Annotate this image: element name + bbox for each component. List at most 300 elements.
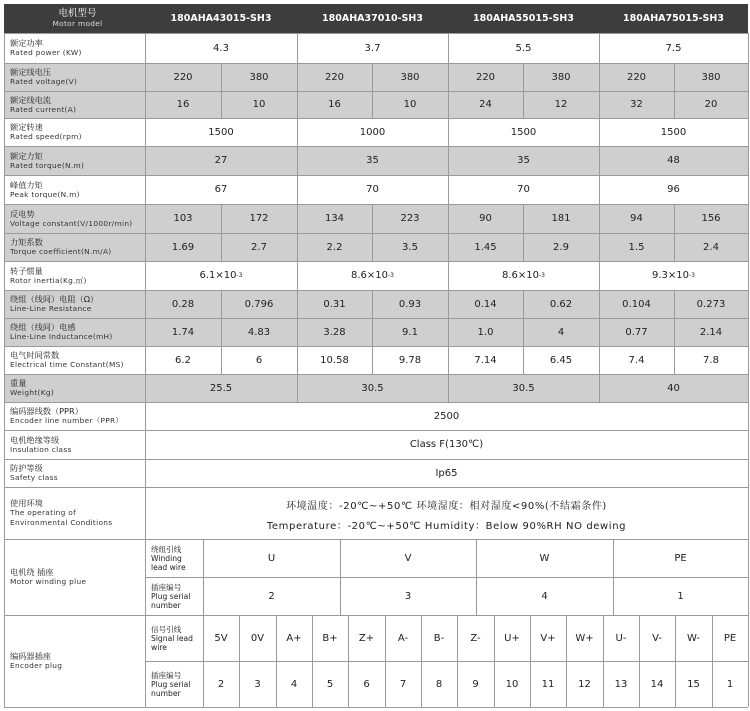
environment-label-cn: 使用环境: [10, 498, 43, 508]
grid-line: [599, 318, 600, 346]
grid-line: [145, 402, 146, 430]
spec-value: 2.2: [297, 233, 372, 261]
grid-line: [297, 175, 298, 204]
grid-line: [297, 318, 298, 346]
spec-value: 16: [297, 91, 372, 118]
signal-label-en: Signal lead: [151, 633, 193, 643]
spec-value: 90: [448, 204, 523, 233]
winding-wire: V: [404, 552, 412, 564]
spec-label-cn: 转子惯量: [10, 265, 43, 276]
grid-line: [523, 204, 524, 233]
grid-line: [523, 318, 524, 346]
grid-line: [4, 346, 748, 347]
encoder-signal: V+: [540, 632, 556, 644]
spec-label: [4, 459, 145, 487]
encoder-plug-number: 11: [541, 678, 555, 690]
grid-line: [523, 63, 524, 91]
spec-value-text: 8.6×10: [502, 270, 540, 281]
spec-value: [448, 146, 599, 175]
spec-value-text: 48: [667, 155, 680, 166]
spec-value: 0.104: [599, 290, 674, 318]
spec-value-text: 70: [366, 184, 379, 195]
header-label-cn: 电机型号: [58, 7, 97, 19]
winding-label: [4, 539, 145, 615]
grid-line: [145, 261, 146, 290]
spec-value: [297, 175, 448, 204]
spec-value-text: 1500: [208, 126, 234, 138]
grid-line: [340, 539, 341, 615]
spec-value: Ip65: [435, 467, 458, 479]
plug-label-cn: 插座编号: [151, 670, 182, 680]
spec-value-text: 1000: [359, 126, 386, 138]
spec-value-text: 40: [667, 382, 680, 394]
grid-line: [297, 290, 298, 318]
grid-line: [599, 91, 600, 118]
spec-label-en: Line-Line Inductance(mH): [10, 332, 113, 341]
spec-value: 0.93: [372, 290, 448, 318]
grid-line: [372, 346, 373, 374]
spec-label: [4, 33, 145, 63]
spec-label-en: Voltage constant(V/1000r/min): [10, 218, 133, 228]
spec-value: 24: [448, 91, 523, 118]
spec-value: [599, 33, 748, 63]
spec-value-text: 5.5: [515, 42, 532, 54]
spec-label-en: Electrical time Constant(MS): [10, 360, 124, 369]
spec-label-en: Rated current(A): [10, 104, 77, 114]
spec-value: [145, 261, 297, 290]
spec-label-cn: 绕组（线间）电感: [10, 322, 76, 332]
spec-label-cn: 重量: [10, 378, 27, 388]
spec-value-text: 70: [517, 184, 530, 195]
spec-label: [4, 261, 145, 290]
grid-line: [239, 615, 240, 707]
spec-value: Class F(130℃): [409, 439, 484, 450]
spec-value: 16: [145, 91, 221, 118]
spec-value: 0.14: [448, 290, 523, 318]
spec-value: [297, 118, 448, 146]
grid-line: [674, 346, 675, 374]
grid-line: [4, 318, 748, 319]
spec-value: 1.5: [599, 233, 674, 261]
spec-value-text: 1500: [510, 126, 537, 138]
winding-plug-number: 3: [404, 590, 412, 602]
grid-line: [145, 430, 146, 459]
spec-label-en: Weight(Kg): [10, 388, 55, 397]
grid-line: [448, 146, 449, 175]
spec-value: [448, 175, 599, 204]
spec-label: [4, 346, 145, 374]
grid-line: [297, 33, 298, 63]
grid-line: [748, 33, 749, 707]
spec-label-en: Rated voltage(V): [10, 77, 78, 86]
encoder-plug-number: 4: [290, 678, 298, 690]
winding-plug-number: 1: [677, 590, 684, 602]
encoder-plug-number: 14: [650, 678, 664, 690]
grid-line: [145, 118, 146, 146]
spec-value: [145, 118, 297, 146]
grid-line: [221, 290, 222, 318]
spec-value: 220: [448, 63, 523, 91]
grid-line: [372, 63, 373, 91]
encoder-signal: B-: [433, 632, 445, 644]
spec-value-text: 9.3×10: [652, 270, 690, 281]
spec-value: [599, 374, 748, 402]
spec-value: 2.14: [674, 318, 748, 346]
spec-value: [599, 146, 748, 175]
spec-label: [4, 430, 145, 459]
spec-label-en: Rated speed(rpm): [10, 132, 82, 141]
grid-line: [599, 261, 600, 290]
winding-plug-number: 4: [541, 590, 548, 602]
winding-plug-label: [145, 577, 203, 615]
grid-line: [639, 615, 640, 707]
spec-label-cn: 反电势: [10, 208, 35, 219]
model-name: 180AHA55015-SH3: [448, 4, 599, 33]
grid-line: [448, 175, 449, 204]
grid-line: [599, 346, 600, 374]
grid-line: [599, 146, 600, 175]
spec-label: [4, 233, 145, 261]
spec-label-en: Insulation class: [10, 444, 72, 454]
grid-line: [448, 233, 449, 261]
spec-label-cn: 力矩系数: [10, 237, 43, 247]
grid-line: [448, 290, 449, 318]
spec-value: 20: [674, 91, 748, 118]
spec-value: [599, 261, 748, 290]
grid-line: [599, 374, 600, 402]
grid-line: [372, 204, 373, 233]
spec-value: 6.45: [549, 354, 573, 366]
encoder-plug-number: 15: [687, 678, 700, 690]
model-name: 180AHA37010-SH3: [297, 4, 448, 33]
grid-line: [348, 615, 349, 707]
encoder-signal: 5V: [214, 632, 228, 644]
spec-label: [4, 91, 145, 118]
winding-wire: W: [539, 552, 550, 564]
spec-value: 7.4: [628, 354, 645, 366]
grid-line: [523, 233, 524, 261]
grid-line: [145, 290, 146, 318]
spec-value-text: 4.3: [213, 42, 229, 54]
encoder-signal: W-: [686, 632, 701, 644]
grid-line: [145, 346, 146, 374]
spec-value: [145, 146, 297, 175]
grid-line: [448, 91, 449, 118]
grid-line: [613, 539, 614, 615]
environment-line-en: Temperature：-20℃~+50℃ Humidity：Below 90%RH NO dewing: [266, 520, 627, 532]
grid-line: [372, 91, 373, 118]
grid-line: [221, 233, 222, 261]
exponent: -3: [539, 272, 545, 279]
grid-line: [297, 204, 298, 233]
encoder-plug-number: 2: [217, 678, 225, 690]
spec-value: 32: [599, 91, 674, 118]
spec-value: 3.5: [372, 233, 448, 261]
grid-line: [603, 615, 604, 707]
winding-plug-number: 2: [268, 590, 275, 602]
spec-label-cn: 额定力矩: [10, 150, 43, 161]
spec-value-text: 3.7: [364, 42, 381, 54]
winding-wire: PE: [674, 552, 687, 564]
spec-value: 380: [221, 63, 297, 91]
spec-label-cn: 绕组（线间）电阻（Ω）: [10, 294, 99, 304]
encoder-signal: 0V: [250, 632, 265, 644]
spec-value: 6: [255, 354, 263, 366]
encoder-plug-number: 7: [399, 678, 407, 690]
spec-value: [297, 374, 448, 402]
encoder-signal: A-: [397, 632, 409, 644]
grid-line: [4, 118, 748, 119]
encoder-signal: V-: [652, 632, 662, 644]
spec-value: [448, 118, 599, 146]
grid-line: [297, 346, 298, 374]
spec-label-cn: 峰值力矩: [10, 179, 43, 190]
spec-value: 2.4: [674, 233, 748, 261]
spec-value: 10.58: [320, 354, 349, 366]
grid-line: [145, 459, 146, 487]
spec-value-text: 6.1×10: [199, 270, 237, 281]
grid-line: [4, 430, 748, 431]
spec-value: 380: [523, 63, 599, 91]
spec-value: 0.31: [297, 290, 372, 318]
spec-value: 7.14: [474, 354, 497, 366]
plug-label-cn: 插座编号: [151, 582, 182, 592]
spec-label-en: Rated torque(N.m): [10, 160, 85, 170]
wire-label-en: lead wire: [151, 562, 186, 572]
grid-line: [145, 233, 146, 261]
grid-line: [221, 91, 222, 118]
grid-line: [566, 615, 567, 707]
grid-line: [385, 615, 386, 707]
encoder-label: [4, 615, 145, 707]
spec-value-text: 67: [214, 184, 228, 195]
grid-line: [297, 91, 298, 118]
spec-value: [599, 118, 748, 146]
model-name: 180AHA75015-SH3: [599, 4, 748, 33]
spec-value: [297, 261, 448, 290]
spec-value: 10: [221, 91, 297, 118]
spec-label: [4, 175, 145, 204]
spec-value: 2500: [433, 410, 460, 422]
winding-label-cn: 电机绕 插座: [10, 567, 54, 577]
spec-value: 134: [297, 204, 372, 233]
grid-line: [599, 33, 600, 63]
encoder-signal: U+: [504, 632, 520, 644]
spec-value: [145, 33, 297, 63]
winding-label-en: Motor winding plue: [10, 577, 87, 586]
grid-line: [145, 318, 146, 346]
spec-label: [4, 318, 145, 346]
spec-value: 0.62: [523, 290, 599, 318]
grid-line: [312, 615, 313, 707]
spec-value: 0.28: [145, 290, 221, 318]
grid-line: [276, 615, 277, 707]
grid-line: [530, 615, 531, 707]
grid-line: [4, 290, 748, 291]
winding-wire: U: [267, 552, 276, 564]
spec-label-cn: 电机绝缘等级: [10, 434, 60, 445]
grid-line: [448, 374, 449, 402]
grid-line: [145, 91, 146, 118]
encoder-signal: Z-: [470, 632, 481, 644]
grid-line: [4, 63, 748, 64]
grid-line: [4, 261, 748, 262]
grid-line: [599, 233, 600, 261]
grid-line: [4, 33, 5, 707]
plug-label-en: number: [151, 600, 181, 610]
encoder-signal: A+: [286, 632, 302, 644]
spec-label-en: Encoder line number（PPR）: [10, 416, 124, 425]
grid-line: [421, 615, 422, 707]
spec-value: [448, 261, 599, 290]
spec-value: 4.83: [221, 318, 297, 346]
spec-label: [4, 374, 145, 402]
environment-line-cn: 环境温度：-20℃~+50℃ 环境湿度：相对湿度<90%(不结霜条件): [286, 500, 607, 512]
grid-line: [297, 374, 298, 402]
spec-label: [4, 118, 145, 146]
spec-label-en: Peak torque(N.m): [10, 189, 80, 199]
header-label: [4, 4, 145, 33]
grid-line: [372, 290, 373, 318]
signal-label-en: wire: [151, 642, 167, 652]
grid-line: [297, 118, 298, 146]
grid-line: [4, 402, 748, 403]
grid-line: [448, 33, 449, 63]
encoder-plug-label: [145, 661, 203, 707]
grid-line: [448, 346, 449, 374]
spec-value: 0.796: [221, 290, 297, 318]
grid-line: [674, 233, 675, 261]
grid-line: [523, 290, 524, 318]
spec-value: 1.0: [448, 318, 523, 346]
grid-line: [4, 233, 748, 234]
encoder-plug-number: 6: [363, 678, 370, 690]
grid-line: [372, 318, 373, 346]
header-label-en: Motor model: [52, 18, 103, 28]
grid-line: [674, 204, 675, 233]
spec-value: 172: [221, 204, 297, 233]
spec-value: 6.2: [175, 354, 191, 366]
grid-line: [448, 261, 449, 290]
grid-line: [221, 318, 222, 346]
plug-label-en: Plug serial: [151, 591, 191, 601]
spec-label-cn: 额定线电流: [10, 94, 51, 105]
grid-line: [297, 261, 298, 290]
wire-label-cn: 绕组引线: [151, 544, 182, 554]
grid-line: [145, 374, 146, 402]
grid-line: [674, 63, 675, 91]
spec-label-en: Safety class: [10, 473, 58, 482]
encoder-plug-number: 8: [435, 678, 443, 690]
grid-line: [523, 346, 524, 374]
encoder-plug-number: 9: [472, 678, 479, 690]
spec-value: 94: [599, 204, 674, 233]
grid-line: [4, 33, 748, 34]
grid-line: [599, 118, 600, 146]
exponent: -3: [689, 272, 695, 279]
grid-line: [297, 233, 298, 261]
spec-label-cn: 电气时间常数: [10, 350, 60, 360]
spec-value: 2.9: [523, 233, 599, 261]
spec-value: 380: [674, 63, 748, 91]
grid-line: [221, 63, 222, 91]
spec-value: [145, 175, 297, 204]
spec-value: 181: [523, 204, 599, 233]
spec-label-en: Rotor inertia(Kg.㎡): [10, 275, 87, 285]
spec-label-en: Line-Line Resistance: [10, 304, 92, 313]
grid-line: [145, 204, 146, 233]
grid-line: [599, 290, 600, 318]
spec-value: [599, 175, 748, 204]
grid-line: [599, 63, 600, 91]
grid-line: [448, 204, 449, 233]
spec-value: 223: [372, 204, 448, 233]
spec-label: [4, 204, 145, 233]
spec-value: 103: [145, 204, 221, 233]
grid-line: [494, 615, 495, 707]
spec-value: 4: [523, 318, 599, 346]
spec-value: [448, 374, 599, 402]
grid-line: [674, 290, 675, 318]
grid-line: [145, 33, 146, 63]
grid-line: [372, 233, 373, 261]
spec-label-en: Torque coefficient(N.m/A): [10, 247, 112, 256]
grid-line: [675, 615, 676, 707]
spec-value-text: 35: [517, 155, 530, 166]
spec-label-cn: 额定功率: [10, 38, 43, 48]
plug-label-en: number: [151, 688, 181, 698]
grid-line: [674, 91, 675, 118]
spec-label-cn: 编码器线数（PPR）: [10, 406, 83, 416]
grid-line: [448, 318, 449, 346]
grid-line: [4, 175, 748, 176]
encoder-label-cn: 编码器插座: [10, 651, 51, 661]
spec-value-text: 25.5: [209, 382, 233, 394]
grid-line: [599, 175, 600, 204]
environment-label-en: Environmental Conditions: [10, 518, 113, 527]
grid-line: [523, 91, 524, 118]
encoder-signal: Z+: [358, 632, 375, 644]
encoder-plug-number: 5: [326, 678, 334, 690]
spec-value-text: 30.5: [361, 382, 384, 394]
spec-value: 156: [674, 204, 748, 233]
spec-value: 12: [523, 91, 599, 118]
spec-value-text: 30.5: [512, 382, 535, 394]
spec-value: 1.45: [448, 233, 523, 261]
spec-value-text: 8.6×10: [351, 270, 389, 281]
grid-line: [448, 118, 449, 146]
spec-label-cn: 额定转速: [10, 122, 43, 132]
grid-line: [4, 374, 748, 375]
spec-value: 220: [145, 63, 221, 91]
grid-line: [457, 615, 458, 707]
plug-label-en: Plug serial: [151, 679, 191, 689]
spec-value: 1.69: [145, 233, 221, 261]
spec-value-text: 35: [366, 155, 379, 166]
grid-line: [297, 146, 298, 175]
spec-value: 220: [297, 63, 372, 91]
spec-value: 9.78: [398, 354, 422, 366]
spec-value-text: 96: [667, 184, 680, 195]
spec-value: 2.7: [221, 233, 297, 261]
encoder-plug-number: 13: [614, 678, 628, 690]
spec-value: [297, 146, 448, 175]
grid-line: [599, 204, 600, 233]
spec-value: 3.28: [297, 318, 372, 346]
spec-value: 9.1: [372, 318, 448, 346]
encoder-signal: U-: [615, 632, 627, 644]
spec-label: [4, 402, 145, 430]
